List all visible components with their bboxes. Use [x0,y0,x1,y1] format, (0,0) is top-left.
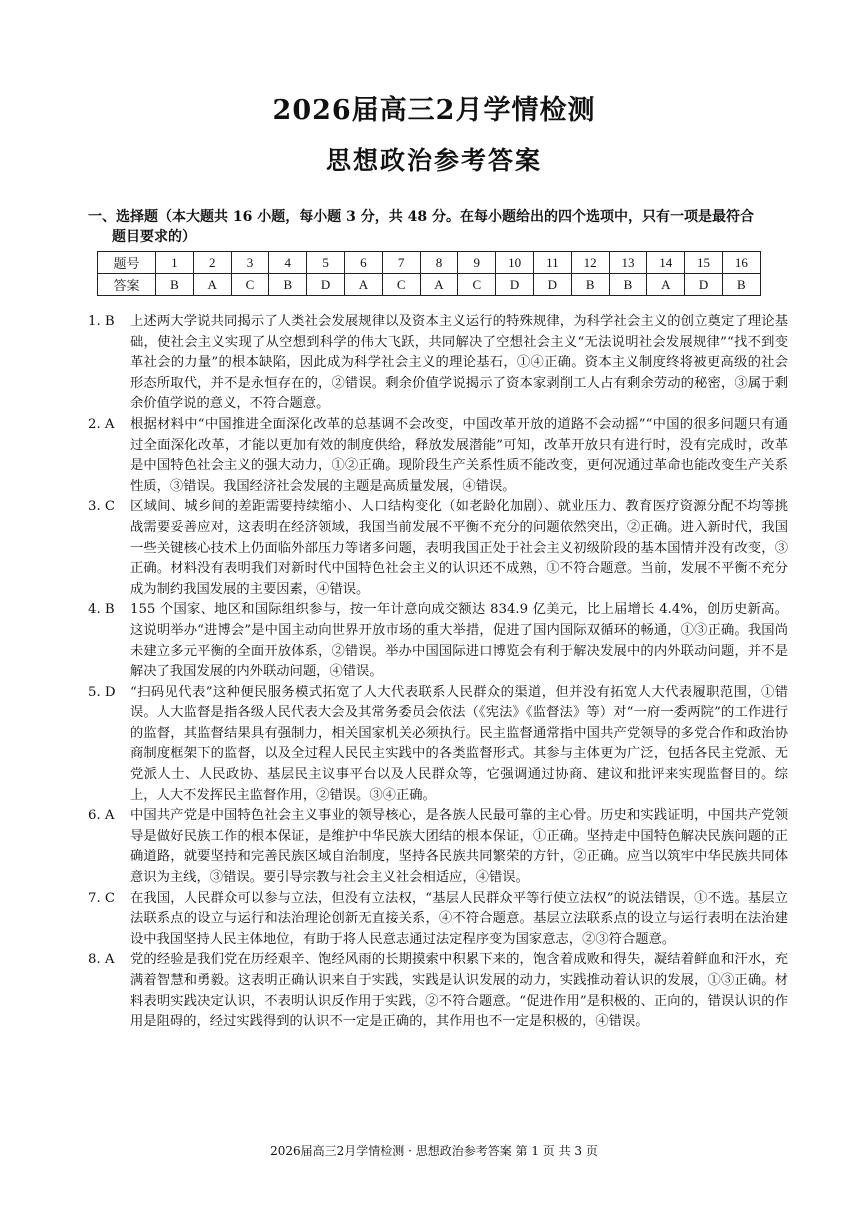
item-number: 4. B [88,602,115,618]
item-number: 6. A [88,808,115,824]
page-subtitle: 思想政治参考答案 [325,146,542,175]
section-heading-line2: 题目要求的） [112,229,196,245]
question-number: 4 [269,252,307,274]
answer-cell: B [269,274,307,296]
question-number: 2 [193,252,231,274]
question-number: 14 [647,252,685,274]
item-number: 8. A [88,952,115,968]
question-number: 16 [722,252,760,274]
question-number: 6 [344,252,382,274]
item-number: 3. C [88,499,116,515]
explanation-item [88,889,788,951]
answer-table [97,251,761,296]
answer-cell: A [647,274,685,296]
item-text: 在我国，人民群众可以参与立法，但没有立法权，“基层人民群众平等行使立法权”的说法错误，①不选。基层立法联系点的设立与运行和法治理论创新无直接关系，④不符合题意。基层立法联系点的设立与运行表明在法治建设中我国坚持人民主体地位，有助于将人民意志通过法定程序变为国家意志，②③符合题意。 [130,890,788,947]
item-number: 7. C [88,890,116,906]
answer-row [98,274,761,296]
item-number: 2. A [88,416,115,432]
explanation-item [88,415,788,497]
explanation-item [88,497,788,600]
page-footer: 2026届高三2月学情检测 · 思想政治参考答案 第 1 页 共 3 页 [270,1144,598,1158]
item-text: 上述两大学说共同揭示了人类社会发展规律以及资本主义运行的特殊规律，为科学社会主义的创立奠定了理论基础，使社会主义实现了从空想到科学的伟大飞跃，共同解决了空想社会主义“无法说明社会发展规律”“找不到变革社会的力量”的根本缺陷，因此成为科学社会主义的理论基石，①④正确。资本主义制度终将被更高级的社会形态所取代，并不是永恒存在的，②错误。剩余价值学说揭示了资本家剥削工人占有剩余劳动的秘密，③属于剩余价值学说的意义，不符合题意。 [130,314,788,412]
answer-cell: D [685,274,723,296]
item-text: 党的经验是我们党在历经艰辛、饱经风雨的长期摸索中积累下来的，饱含着成败和得失，凝结着鲜血和汗水，充满着智慧和勇毅。这表明正确认识来自于实践，实践是认识发展的动力，实践推动着认识的发展，①③正确。材料表明实践决定认识，不表明认识反作用于实践，②不符合题意。“促进作用”是积极的、正向的，错误认识的作用是阻碍的，经过实践得到的认识不一定是正确的，其作用也不一定是积极的，④错误。 [130,952,788,1030]
question-number: 12 [571,252,609,274]
answer-cell: D [496,274,534,296]
answer-cell: D [307,274,345,296]
explanation-item [88,312,788,415]
item-text: 根据材料中“中国推进全面深化改革的总基调不会改变，中国改革开放的道路不会动摇”“中国的很多问题只有通过全面深化改革，才能以更加有效的制度供给，释放发展潜能”可知，改革开放只有进行时，没有完成时，改革是中国特色社会主义的强大动力，①②正确。现阶段生产关系性质不能改变，更何况通过革命也能改变生产关系性质，③错误。我国经济社会发展的主题是高质量发展，④错误。 [130,416,788,494]
item-text: 155 个国家、地区和国际组织参与，按一年计意向成交额达 834.9 亿美元，比上届增长 4.4%，创历史新高。这说明举办“进博会”是中国主动向世界开放市场的重大举措，促进了国内国际双循环的畅通，①③正确。我国尚未建立多元平衡的全面开放体系，②错误。举办中国国际进口博览会有利于解决发展中的内外联动问题，并不是解决了我国发展的内外联动问题，④错误。 [130,602,788,680]
explanations-list [88,312,788,1033]
answer-cell: B [722,274,760,296]
question-number: 11 [533,252,571,274]
question-number-row [98,252,761,274]
item-text: 区域间、城乡间的差距需要持续缩小、人口结构变化（如老龄化加剧）、就业压力、教育医疗资源分配不均等挑战需要妥善应对，这表明在经济领域，我国当前发展不平衡不充分的问题依然突出，②正确。进入新时代，我国一些关键核心技术上仍面临外部压力等诸多问题，表明我国正处于社会主义初级阶段的基本国情并没有改变，③正确。材料没有表明我们对新时代中国特色社会主义的认识还不成熟，①不符合题意。当前，发展不平衡不充分成为制约我国发展的主要因素，④错误。 [130,499,788,597]
question-number: 13 [609,252,647,274]
answer-cell: D [533,274,571,296]
question-number: 8 [420,252,458,274]
answer-cell: A [193,274,231,296]
answer-cell: A [420,274,458,296]
question-number: 10 [496,252,534,274]
answer-cell: B [571,274,609,296]
section-heading-line1: 一、选择题（本大题共 16 小题，每小题 3 分，共 48 分。在每小题给出的四个选项中，只有一项是最符合 [88,209,754,225]
item-number: 1. B [88,314,115,329]
item-text: “扫码见代表”这种便民服务模式拓宽了人大代表联系人民群众的渠道，但并没有拓宽人大代表履职范围，①错误。人大监督是指各级人民代表大会及其常务委员会依法（《宪法》《监督法》等）对“一府一委两院”的工作进行的监督，其监督结果具有强制力，相关国家机关必须执行。民主监督通常指中国共产党领导的多党合作和政治协商制度框架下的监督，以及全过程人民民主实践中的各类监督形式。其参与主体更为广泛，包括各民主党派、无党派人士、人民政协、基层民主议事平台以及人民群众等，它强调通过协商、建议和批评来实现监督目的。综上，人大不发挥民主监督作用，②错误。③④正确。 [130,684,788,803]
question-number: 5 [307,252,345,274]
explanation-item [88,600,788,682]
page-title: 2026届高三2月学情检测 [272,95,596,126]
question-number: 7 [382,252,420,274]
item-text: 中国共产党是中国特色社会主义事业的领导核心，是各族人民最可靠的主心骨。历史和实践证明，中国共产党领导是做好民族工作的根本保证，是维护中华民族大团结的根本保证，①正确。坚持走中国特色解决民族问题的正确道路，就要坚持和完善民族区域自治制度，坚持各民族共同繁荣的方针，②正确。应当以筑牢中华民族共同体意识为主线，③错误。要引导宗教与社会主义社会相适应，④错误。 [130,808,788,886]
row-header-number: 题号 [98,252,156,274]
section-heading [88,207,788,247]
row-header-answer: 答案 [98,274,156,296]
answer-cell: B [609,274,647,296]
answer-cell: C [382,274,420,296]
explanation-item [88,683,788,807]
question-number: 15 [685,252,723,274]
answer-cell: B [156,274,194,296]
question-number: 1 [156,252,194,274]
item-number: 5. D [88,684,116,700]
answer-cell: A [344,274,382,296]
answer-cell: C [231,274,269,296]
explanation-item [88,950,788,1032]
explanation-item [88,806,788,888]
question-number: 3 [231,252,269,274]
answer-cell: C [458,274,496,296]
question-number: 9 [458,252,496,274]
